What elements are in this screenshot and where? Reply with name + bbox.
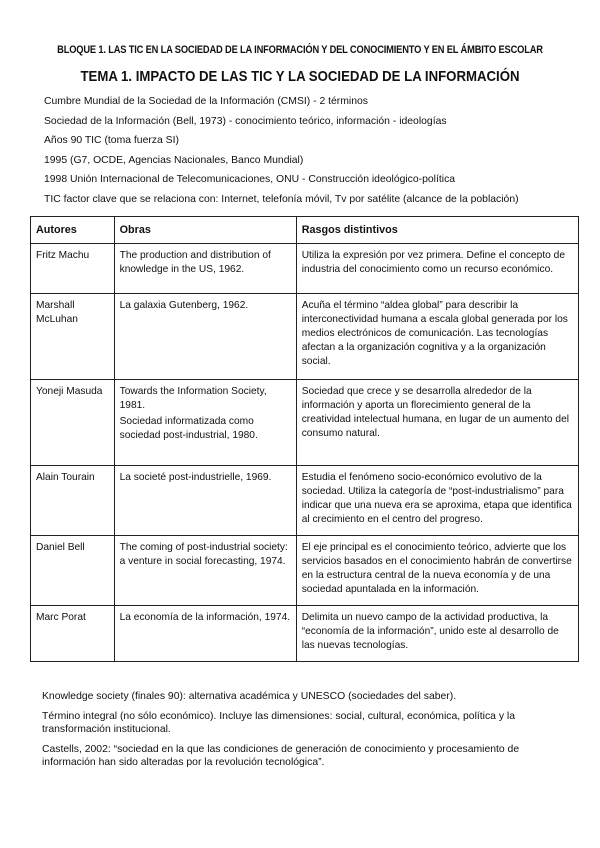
author-cell: Yoneji Masuda	[31, 380, 115, 466]
header-autores: Autores	[31, 217, 115, 244]
header-obras: Obras	[114, 217, 296, 244]
work-title: La societé post-industrielle, 1969.	[119, 472, 272, 483]
traits-cell: Delimita un nuevo campo de la actividad productiva, la “economía de la información”, unido este al desarrollo de las nuevas tecnologías.	[296, 606, 578, 662]
work-title: The coming of post-industrial society: a venture in social forecasting, 1974.	[119, 542, 288, 567]
table-row	[31, 536, 579, 606]
author-cell: Marc Porat	[31, 606, 115, 662]
table-row	[31, 606, 579, 662]
intro-line: Años 90 TIC (toma fuerza SI)	[44, 135, 179, 146]
work-title: The production and distribution of knowledge in the US, 1962.	[119, 250, 271, 275]
work-title: Sociedad informatizada como sociedad post-industrial, 1980.	[119, 416, 258, 441]
work-title: La economía de la información, 1974.	[119, 612, 291, 623]
header-rasgos: Rasgos distintivos	[296, 217, 578, 244]
works-cell	[114, 244, 296, 294]
table-row	[31, 294, 579, 380]
closing-notes	[42, 690, 572, 776]
topic-title: TEMA 1. IMPACTO DE LAS TIC Y LA SOCIEDAD DE LA INFORMACIÓN	[80, 68, 520, 85]
outro-line: Término integral (no sólo económico). Incluye las dimensiones: social, cultural, económica, política y la transformación institucional.	[42, 710, 515, 735]
author-cell: Marshall McLuhan	[31, 294, 115, 380]
authors-table	[30, 216, 579, 662]
outro-line: Castells, 2002: “sociedad en la que las condiciones de generación de conocimiento y procesamiento de información han sido alteradas por la revolución tecnológica”.	[42, 743, 520, 768]
traits-cell: Sociedad que crece y se desarrolla alrededor de la información y aporta un florecimiento general de la creatividad intelectual humana, en lugar de un aumento del consumo natural.	[296, 380, 578, 466]
table-row	[31, 380, 579, 466]
traits-cell: Estudia el fenómeno socio-económico evolutivo de la sociedad. Utiliza la categoría de “post-industrialismo” para indicar que una nueva era se aproxima, etapa que identifica al crecimiento en el centro del progreso.	[296, 466, 578, 536]
traits-cell: Acuña el término “aldea global” para describir la interconectividad humana a escala global generada por los medios electrónicos de comunicación. Las tecnologías afectan a la organización cognitiva y a la organización social.	[296, 294, 578, 380]
works-cell	[114, 606, 296, 662]
table-row	[31, 244, 579, 294]
intro-line: Cumbre Mundial de la Sociedad de la Información (CMSI) - 2 términos	[44, 96, 368, 107]
intro-notes	[44, 96, 564, 213]
works-cell	[114, 380, 296, 466]
works-cell	[114, 466, 296, 536]
table-header-row	[31, 217, 579, 244]
block-title: BLOQUE 1. LAS TIC EN LA SOCIEDAD DE LA INFORMACIÓN Y DEL CONOCIMIENTO Y EN EL ÁMBITO ESCOLAR	[57, 44, 543, 56]
author-cell: Fritz Machu	[31, 244, 115, 294]
works-cell	[114, 294, 296, 380]
author-cell: Alain Tourain	[31, 466, 115, 536]
table-row	[31, 466, 579, 536]
works-cell	[114, 536, 296, 606]
traits-cell: El eje principal es el conocimiento teórico, advierte que los servicios basados en el conocimiento habrán de convertirse en la estructura central de la nueva economía y de una sociedad apuntalada en la información.	[296, 536, 578, 606]
intro-line: 1995 (G7, OCDE, Agencias Nacionales, Banco Mundial)	[44, 154, 304, 166]
author-cell: Daniel Bell	[31, 536, 115, 606]
work-title: Towards the Information Society, 1981.	[119, 386, 267, 411]
work-title: La galaxia Gutenberg, 1962.	[119, 300, 249, 311]
intro-line: 1998 Unión Internacional de Telecomunicaciones, ONU - Construcción ideológico-política	[44, 174, 456, 185]
traits-cell: Utiliza la expresión por vez primera. Define el concepto de industria del conocimiento como un recurso económico.	[296, 244, 578, 294]
outro-line: Knowledge society (finales 90): alternativa académica y UNESCO (sociedades del saber).	[42, 691, 457, 702]
intro-line: Sociedad de la Información (Bell, 1973) - conocimiento teórico, información - ideologías	[44, 115, 447, 127]
intro-line: TIC factor clave que se relaciona con: Internet, telefonía móvil, Tv por satélite (alcance de la población)	[44, 193, 519, 205]
